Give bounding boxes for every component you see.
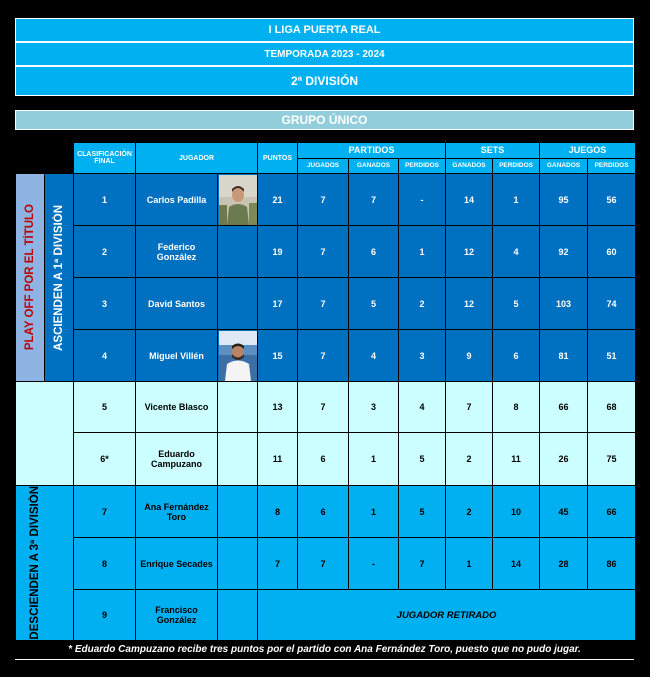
- player-photo-image: [219, 331, 257, 381]
- position: 2: [74, 226, 136, 278]
- table-row: 8 Enrique Secades 7 7 - 7 1 14 28 86: [16, 538, 636, 590]
- table-row: 5 Vicente Blasco 13 7 3 4 7 8 66 68: [16, 382, 636, 433]
- player-name: Vicente Blasco: [136, 382, 218, 433]
- player-name: Federico González: [136, 226, 218, 278]
- player-name: Eduardo Campuzano: [136, 433, 218, 486]
- position: 7: [74, 486, 136, 538]
- player-photo: [218, 174, 258, 226]
- player-photo-image: [219, 175, 257, 225]
- player-photo-empty: [218, 226, 258, 278]
- position: 6*: [74, 433, 136, 486]
- col-sets-ganados: GANADOS: [446, 158, 493, 174]
- col-puntos: PUNTOS: [258, 143, 298, 174]
- player-name: Carlos Padilla: [136, 174, 218, 226]
- league-title: I LIGA PUERTA REAL: [15, 18, 634, 42]
- playoff-label: PLAY OFF POR EL TÍTULO: [16, 174, 45, 382]
- col-partidos-jugados: JUGADOS: [298, 158, 349, 174]
- position: 1: [74, 174, 136, 226]
- table-row: 4 Miguel Villén 15 7 4 3 9 6 81 51: [16, 330, 636, 382]
- table-row: 3 David Santos 17 7 5 2 12 5 103 74: [16, 278, 636, 330]
- player-photo-empty: [218, 538, 258, 590]
- table-row: DESCIENDEN A 3ª DIVISIÓN 7 Ana Fernández Toro 8 6 1 5 2 10 45 66: [16, 486, 636, 538]
- col-juegos-perdidos: PERDIDOS: [588, 158, 636, 174]
- player-name: Francisco González: [136, 590, 218, 641]
- season-title: TEMPORADA 2023 - 2024: [15, 42, 634, 66]
- standings-table: [15, 142, 636, 641]
- division-title: 2ª DIVISIÓN: [15, 66, 634, 96]
- group-title: GRUPO ÚNICO: [15, 110, 634, 130]
- descienden-label: DESCIENDEN A 3ª DIVISIÓN: [16, 486, 74, 641]
- col-juegos: JUEGOS: [540, 143, 636, 159]
- col-partidos-perdidos: PERDIDOS: [399, 158, 446, 174]
- position: 9: [74, 590, 136, 641]
- position: 4: [74, 330, 136, 382]
- col-partidos-ganados: GANADOS: [349, 158, 399, 174]
- player-photo-empty: [218, 278, 258, 330]
- player-name: Miguel Villén: [136, 330, 218, 382]
- player-photo-empty: [218, 590, 258, 641]
- middle-group-empty: [16, 382, 74, 486]
- player-name: Enrique Secades: [136, 538, 218, 590]
- player-name: Ana Fernández Toro: [136, 486, 218, 538]
- table-row: [16, 590, 636, 641]
- col-partidos: PARTIDOS: [298, 143, 446, 159]
- table-row: 2 Federico González 19 7 6 1 12 4 92 60: [16, 226, 636, 278]
- player-photo-empty: [218, 433, 258, 486]
- table-row: PLAY OFF POR EL TÍTULO ASCIENDEN A 1ª DIVISIÓN 1 Carlos Padilla 21 7 7 - 14 1 95 56: [16, 174, 636, 226]
- position: 5: [74, 382, 136, 433]
- position: 8: [74, 538, 136, 590]
- col-sets-perdidos: PERDIDOS: [493, 158, 540, 174]
- player-photo-empty: [218, 382, 258, 433]
- position: 3: [74, 278, 136, 330]
- player-photo: [218, 330, 258, 382]
- table-row: 6* Eduardo Campuzano 11 6 1 5 2 11 26 75: [16, 433, 636, 486]
- ascienden-label: ASCIENDEN A 1ª DIVISIÓN: [45, 174, 74, 382]
- player-photo-empty: [218, 486, 258, 538]
- col-clasificacion: CLASIFICACIÓN FINAL: [74, 143, 136, 174]
- footnote: * Eduardo Campuzano recibe tres puntos por el partido con Ana Fernández Toro, puesto que no pudo jugar.: [68, 644, 581, 655]
- col-juegos-ganados: GANADOS: [540, 158, 588, 174]
- col-sets: SETS: [446, 143, 540, 159]
- col-jugador: JUGADOR: [136, 143, 258, 174]
- player-name: David Santos: [136, 278, 218, 330]
- retired-note: JUGADOR RETIRADO: [258, 590, 636, 641]
- bottom-divider: [15, 659, 634, 660]
